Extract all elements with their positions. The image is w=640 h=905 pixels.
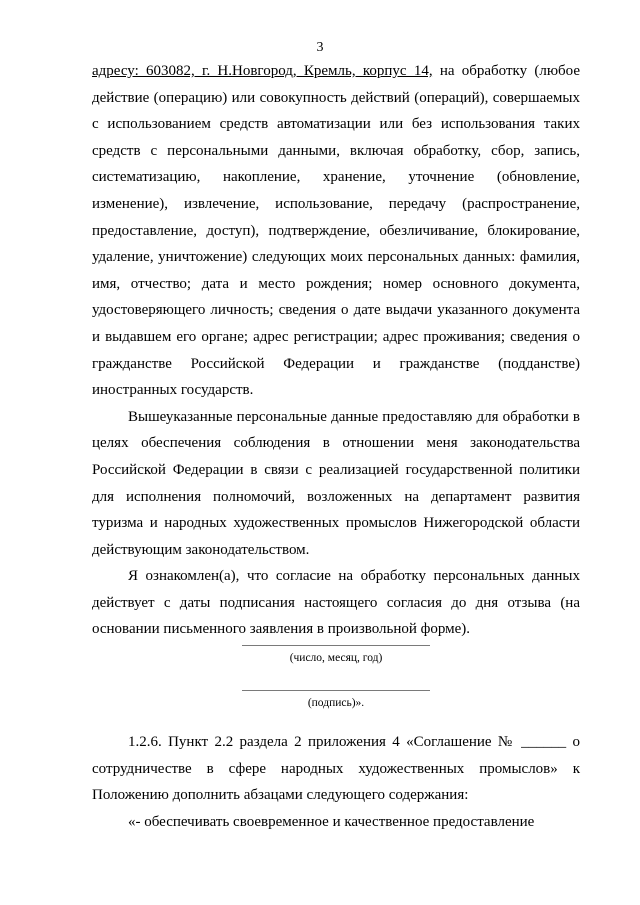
paragraph-amendment: 1.2.6. Пункт 2.2 раздела 2 приложения 4 «Соглашение № ______ о сотрудничестве в сфере народных художественных промыслов» к Положению дополнить абзацами следующего содержания: bbox=[92, 734, 580, 804]
signature-caption: (подпись)». bbox=[307, 697, 365, 709]
page-number: 3 bbox=[316, 40, 324, 55]
paragraph-purpose: Вышеуказанные персональные данные предоставляю для обработки в целях обеспечения соблюдения в отношении меня законодательства Российской Федерации в связи с реализацией государственной политики для исполнения полномочий, возложенных на департамент развития туризма и народных художественных промыслов Нижегородской области действующим законодательством. bbox=[92, 408, 580, 558]
date-signature-field bbox=[242, 645, 430, 665]
processing-consent-text: на обработку (любое действие (операцию) или совокупность действий (операций), совершаемых с использованием средств автоматизации или без использования таких средств с персональными данными, включая обработку, сбор, запись, систематизацию, накопление, хранение, уточнение (обновление, изменение), извлечение, использование, передачу (распространение, предоставление, доступ), подтверждение, обезличивание, блокирование, удаление, уничтожение) следующих моих персональных данных: фамилия, имя, отчество; дата и место рождения; номер основного документа, удостоверяющего личность; сведения о дате выдачи указанного документа и выдавшем его органе; адрес регистрации; адрес проживания; сведения о гражданстве Российской Федерации и гражданстве (подданстве) иностранных государств. bbox=[92, 63, 580, 399]
date-caption: (число, месяц, год) bbox=[289, 652, 383, 664]
paragraph-validity: Я ознакомлен(а), что согласие на обработку персональных данных действует с даты подписания настоящего согласия до дня отзыва (на основании письменного заявления в произвольной форме). bbox=[92, 568, 580, 638]
signature-field bbox=[242, 690, 430, 710]
date-line bbox=[242, 645, 430, 646]
signature-line bbox=[242, 690, 430, 691]
consent-text bbox=[92, 58, 580, 643]
amendment-text bbox=[92, 729, 580, 835]
paragraph-processing-consent bbox=[92, 58, 580, 404]
address-underlined: адресу: 603082, г. Н.Новгород, Кремль, корпус 14, bbox=[92, 63, 433, 79]
paragraph-obligation: «- обеспечивать своевременное и качественное предоставление bbox=[128, 813, 535, 830]
